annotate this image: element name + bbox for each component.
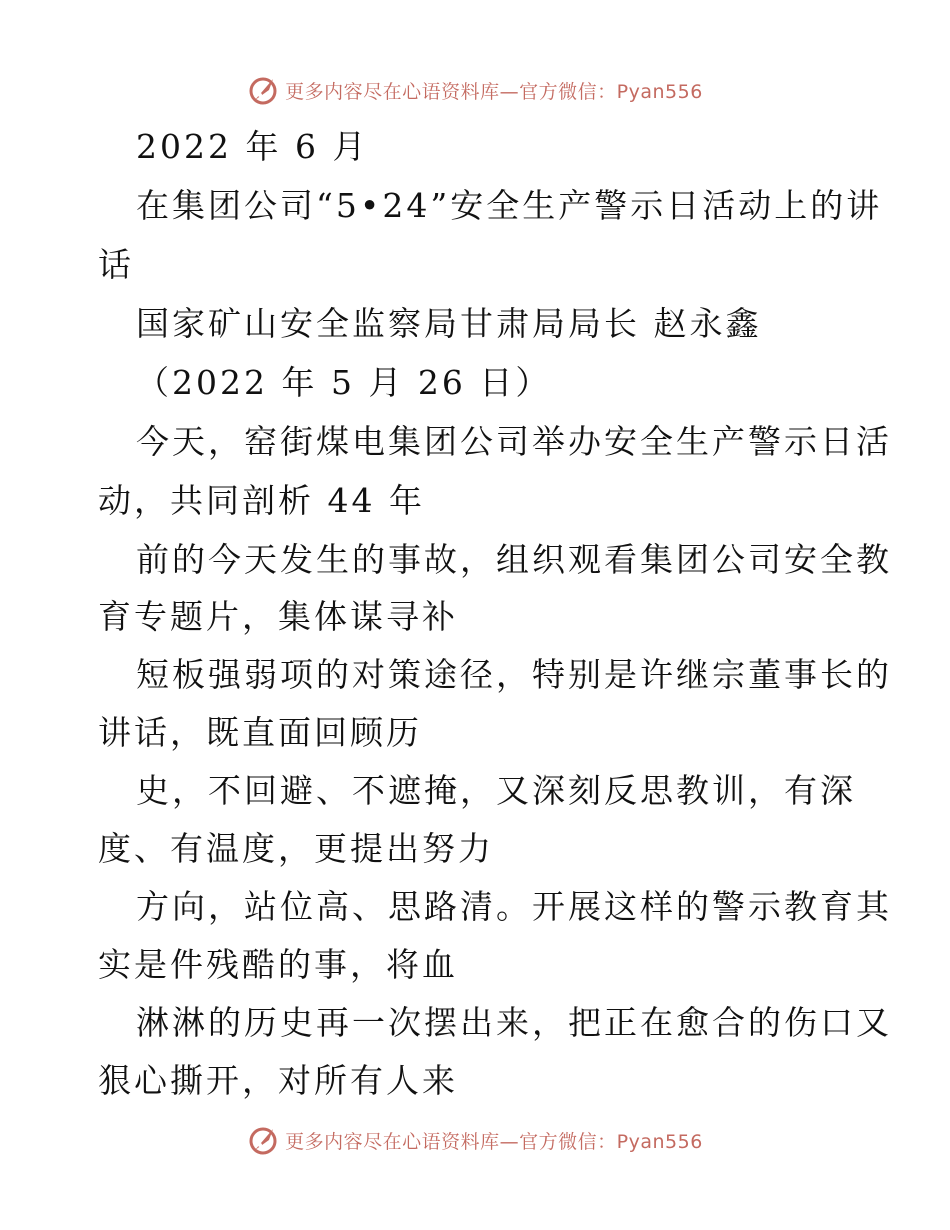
body-line: 度、有温度，更提出努力 [98,829,494,868]
body-line: 讲话，既直面回顾历 [98,713,422,752]
speaker-line: 国家矿山安全监察局甘肃局局长 赵永鑫 [136,304,762,343]
watermark-footer [0,1120,950,1160]
body-line: 狠心撕开，对所有人来 [98,1061,458,1100]
speech-title: 在集团公司“5•24”安全生产警示日活动上的讲 [136,186,883,225]
date-line: 2022 年 6 月 [136,127,369,166]
body-line: 短板强弱项的对策途径，特别是许继宗董事长的 [136,655,892,694]
body-line: 史，不回避、不遮掩，又深刻反思教训，有深 [136,771,856,810]
body-line: 今天，窑街煤电集团公司举办安全生产警示日活 [136,422,892,461]
body-line: 前的今天发生的事故，组织观看集团公司安全教 [136,540,892,579]
quill-pen-in-circle-icon [247,74,279,106]
body-line: 淋淋的历史再一次摆出来，把正在愈合的伤口又 [136,1003,892,1042]
speech-date-line: （2022 年 5 月 26 日） [136,363,552,402]
body-line: 实是件残酷的事，将血 [98,945,458,984]
watermark-text: 更多内容尽在心语资料库—官方微信：Pyan556 [285,1130,703,1153]
speech-title-continued: 话 [98,245,134,284]
watermark-text: 更多内容尽在心语资料库—官方微信：Pyan556 [285,80,703,103]
watermark-header [0,70,950,110]
body-line: 方向，站位高、思路清。开展这样的警示教育其 [136,887,892,926]
body-line: 动，共同剖析 44 年 [98,481,425,520]
quill-pen-in-circle-icon [247,1124,279,1156]
body-line: 育专题片，集体谋寻补 [98,597,458,636]
